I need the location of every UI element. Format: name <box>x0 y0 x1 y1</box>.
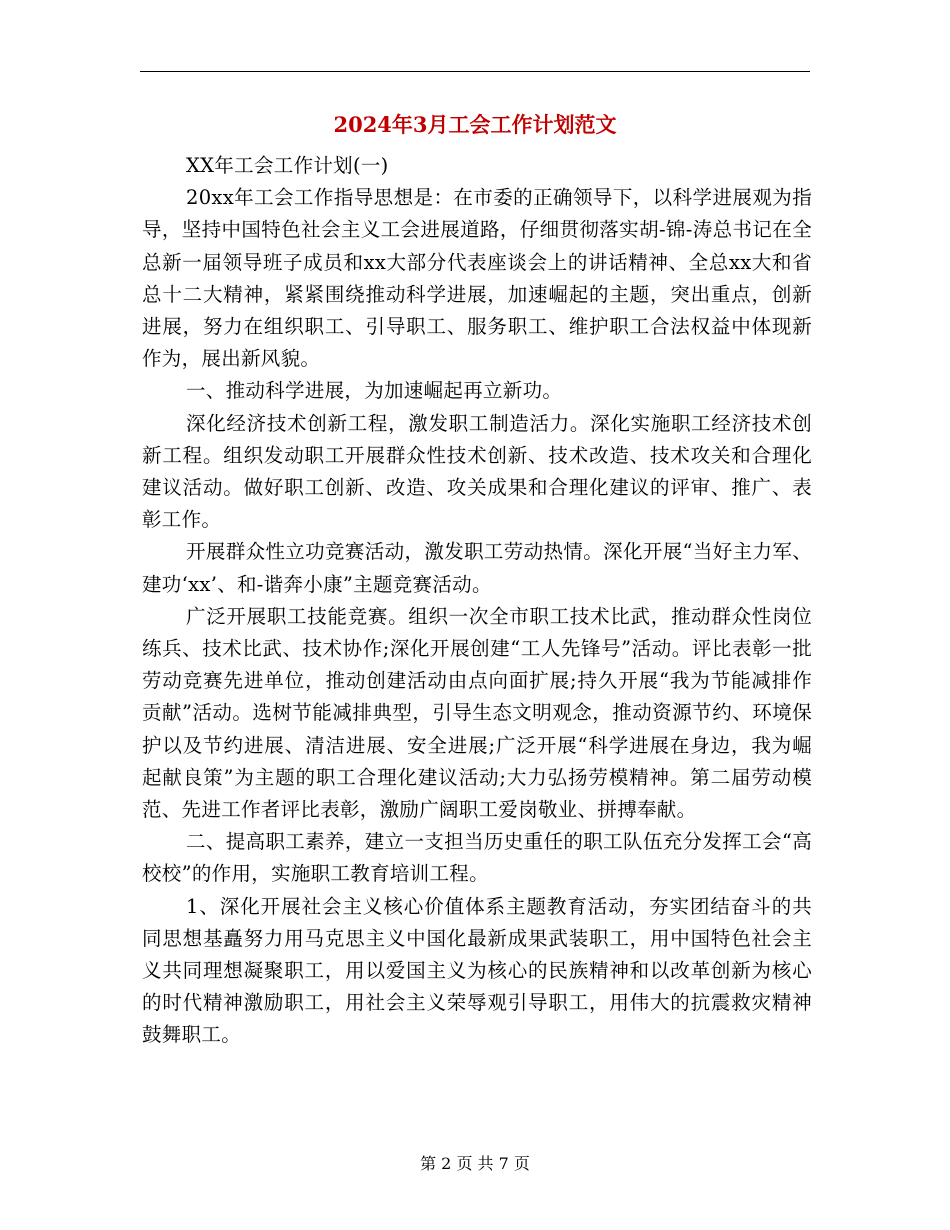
document-title: 2024年3月工会工作计划范文 <box>333 112 617 137</box>
paragraph: 广泛开展职工技能竞赛。组织一次全市职工技术比武，推动群众性岗位练兵、技术比武、技术协作;深化开展创建“工人先锋号”活动。评比表彰一批劳动竞赛先进单位，推动创建活动由点向面扩展;持久开展“我为节能减排作贡献”活动。选树节能减排典型，引导生态文明观念，推动资源节约、环境保护以及节约进展、清洁进展、安全进展;广泛开展“科学进展在身边，我为崛起献良策”为主题的职工合理化建议活动;大力弘扬劳模精神。第二届劳动模范、先进工作者评比表彰，激励广阔职工爱岗敬业、拼搏奉献。 <box>142 604 812 822</box>
paragraph-section-heading: 一、推动科学进展，为加速崛起再立新功。 <box>186 379 563 403</box>
paragraph-subtitle: XX年工会工作计划(一) <box>186 154 389 177</box>
paragraph: 20xx年工会工作指导思想是：在市委的正确领导下，以科学进展观为指导，坚持中国特色社会主义工会进展道路，仔细贯彻落实胡-锦-涛总书记在全总新一届领导班子成员和xx大部分代表座谈会上的讲话精神、全总xx大和省总十二大精神，紧紧围绕推动科学进展，加速崛起的主题，突出重点，创新进展，努力在组织职工、引导职工、服务职工、维护职工合法权益中体现新作为，展出新风貌。 <box>142 186 812 371</box>
paragraph: 开展群众性立功竞赛活动，激发职工劳动热情。深化开展“当好主力军、建功‘xx’、和-谐奔小康”主题竞赛活动。 <box>142 540 812 596</box>
paragraph: 深化经济技术创新工程，激发职工制造活力。深化实施职工经济技术创新工程。组织发动职工开展群众性技术创新、技术改造、技术攻关和合理化建议活动。做好职工创新、改造、攻关成果和合理化建议的评审、推广、表彰工作。 <box>142 411 812 532</box>
document-body <box>142 150 812 1052</box>
paragraph-section-heading: 二、提高职工素养，建立一支担当历史重任的职工队伍充分发挥工会“高校校”的作用，实施职工教育培训工程。 <box>142 830 812 886</box>
paragraph: 1、深化开展社会主义核心价值体系主题教育活动，夯实团结奋斗的共同思想基矗努力用马克思主义中国化最新成果武装职工，用中国特色社会主义共同理想凝聚职工，用以爱国主义为核心的民族精神和以改革创新为核心的时代精神激励职工，用社会主义荣辱观引导职工，用伟大的抗震救灾精神鼓舞职工。 <box>142 894 812 1047</box>
page-number-footer: 第 2 页 共 7 页 <box>420 1154 530 1173</box>
header-rule <box>140 71 810 72</box>
